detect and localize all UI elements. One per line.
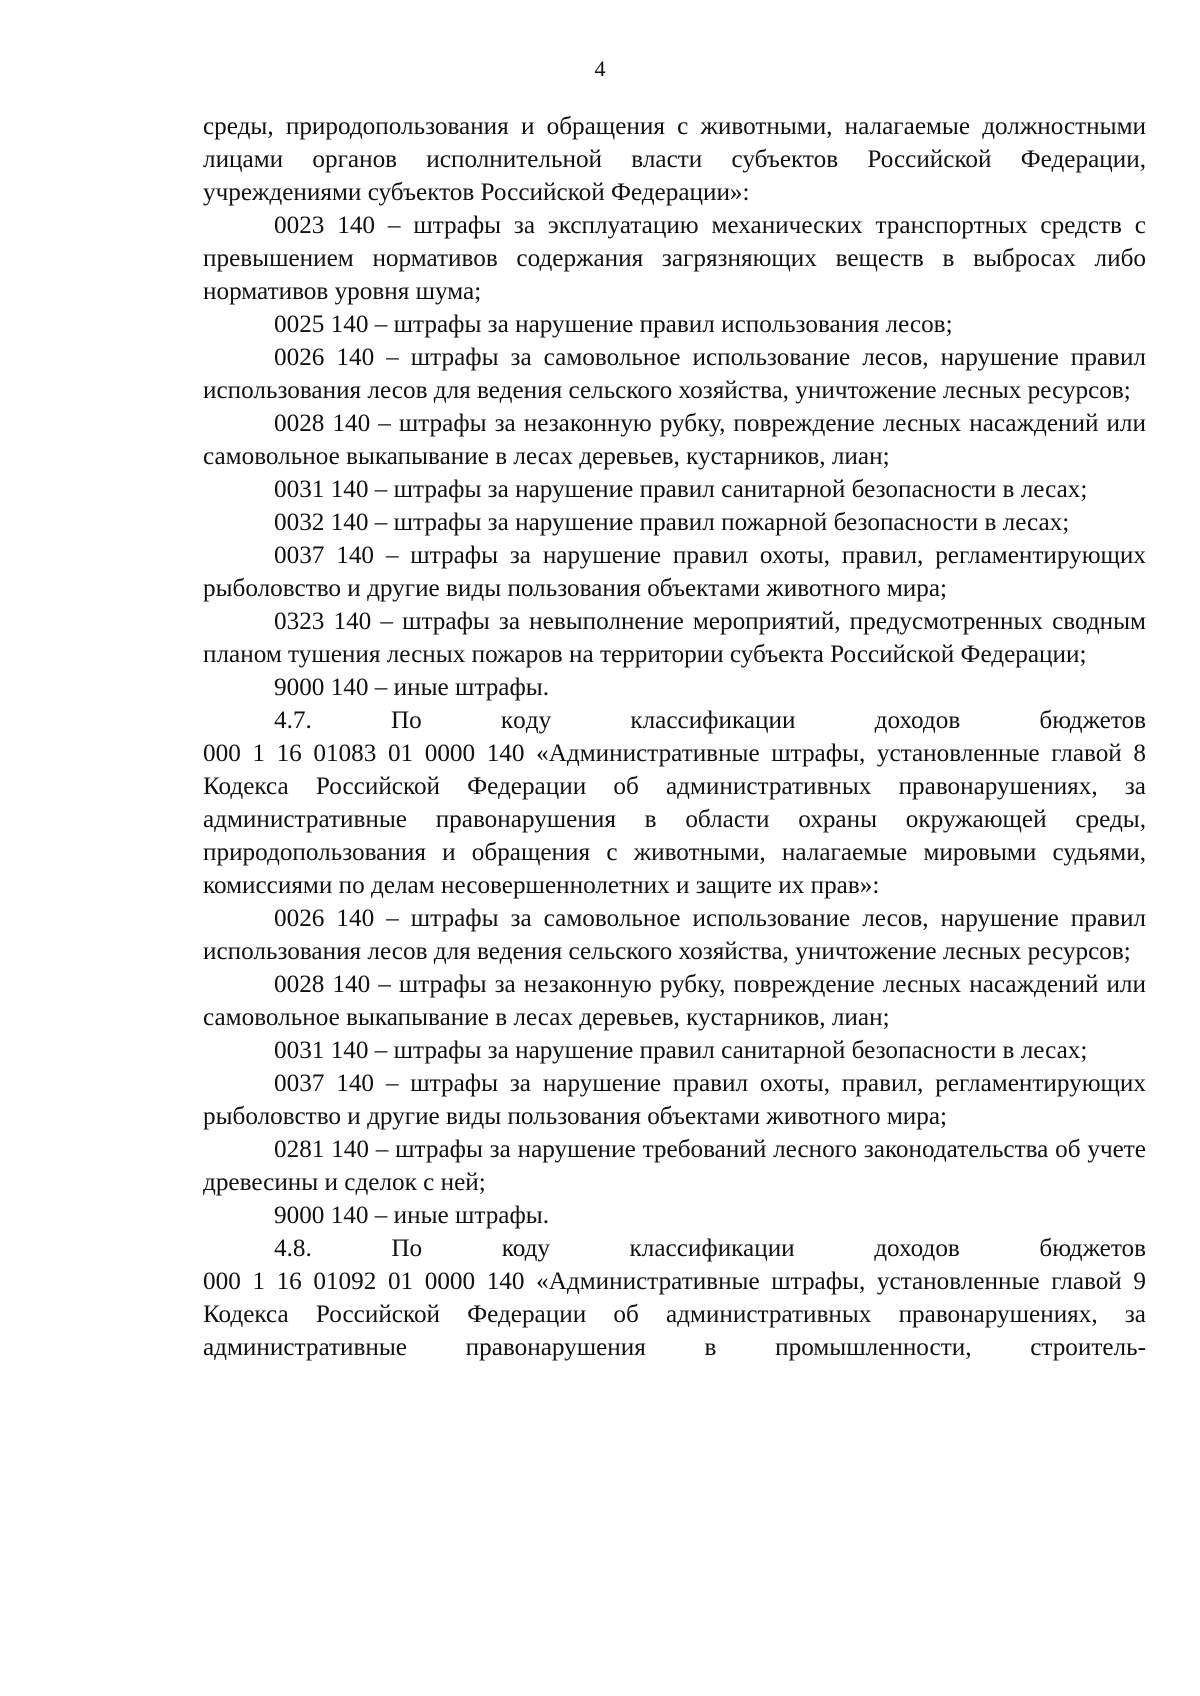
paragraph-code-0281: 0281 140 – штрафы за нарушение требований лесного законодательства об учете древесины и сделок с ней; bbox=[203, 1136, 1146, 1196]
section-4-7-heading: 4.7. По кoду классификации доходов бюджетов bbox=[274, 707, 1146, 734]
paragraph-code-0023: 0023 140 – штрафы за эксплуатацию механических транспортных средств с превышением нормативов содержания загрязняющих веществ в выбросах либо нормативов уровня шума; bbox=[203, 212, 1146, 305]
paragraph-code-9000-b: 9000 140 – иные штрафы. bbox=[274, 1202, 550, 1229]
paragraph-code-0031-b: 0031 140 – штрафы за нарушение правил санитарной безопасности в лесах; bbox=[274, 1037, 1088, 1064]
paragraph-code-0026-b: 0026 140 – штрафы за самовольное использование лесов, нарушение правил использования лесов для ведения сельского хозяйства, уничтожение лесных ресурсов; bbox=[203, 905, 1146, 965]
paragraph-code-0025: 0025 140 – штрафы за нарушение правил использования лесов; bbox=[274, 311, 953, 338]
paragraph-code-0028: 0028 140 – штрафы за незаконную рубку, повреждение лесных насаждений или самовольное выкапывание в лесах деревьев, кустарников, лиан; bbox=[203, 410, 1146, 470]
section-4-8-classification: 000 1 16 01092 01 0000 140 «Административные штрафы, установленные главой 9 Кодекса Российской Федерации об административных правонарушениях, за административные правонарушения в промышленности, строитель- bbox=[203, 1268, 1146, 1361]
paragraph-code-0323: 0323 140 – штрафы за невыполнение мероприятий, предусмотренных сводным планом тушения лесных пожаров на территории субъекта Российской Федерации; bbox=[203, 608, 1146, 668]
paragraph-continuation: среды, природопользования и обращения с животными, налагаемые должностными лицами органов исполнительной власти субъектов Российской Федерации, учреждениями субъектов Российской Федерации»: bbox=[203, 113, 1146, 206]
paragraph-code-0037-b: 0037 140 – штрафы за нарушение правил охоты, правил, регламентирующих рыболовство и другие виды пользования объектами животного мира; bbox=[203, 1070, 1146, 1130]
paragraph-code-0031: 0031 140 – штрафы за нарушение правил санитарной безопасности в лесах; bbox=[274, 476, 1088, 503]
paragraph-code-0026: 0026 140 – штрафы за самовольное использование лесов, нарушение правил использования лесов для ведения сельского хозяйства, уничтожение лесных ресурсов; bbox=[203, 344, 1146, 404]
paragraph-code-0037: 0037 140 – штрафы за нарушение правил охоты, правил, регламентирующих рыболовство и другие виды пользования объектами животного мира; bbox=[203, 542, 1146, 602]
paragraph-code-0032: 0032 140 – штрафы за нарушение правил пожарной безопасности в лесах; bbox=[274, 509, 1070, 536]
page-number: 4 bbox=[594, 56, 606, 81]
section-4-7-classification: 000 1 16 01083 01 0000 140 «Административные штрафы, установленные главой 8 Кодекса Российской Федерации об административных правонарушениях, за административные правонарушения в области охраны окружающей среды, природопользования и обращения с животными, налагаемые мировыми судьями, комиссиями по делам несовершеннолетних и защите их прав»: bbox=[203, 740, 1146, 899]
paragraph-code-0028-b: 0028 140 – штрафы за незаконную рубку, повреждение лесных насаждений или самовольное выкапывание в лесах деревьев, кустарников, лиан; bbox=[203, 971, 1146, 1031]
document-body bbox=[203, 110, 1146, 1364]
section-4-8-heading: 4.8. По коду классификации доходов бюджетов bbox=[274, 1235, 1146, 1262]
paragraph-code-9000: 9000 140 – иные штрафы. bbox=[274, 674, 550, 701]
